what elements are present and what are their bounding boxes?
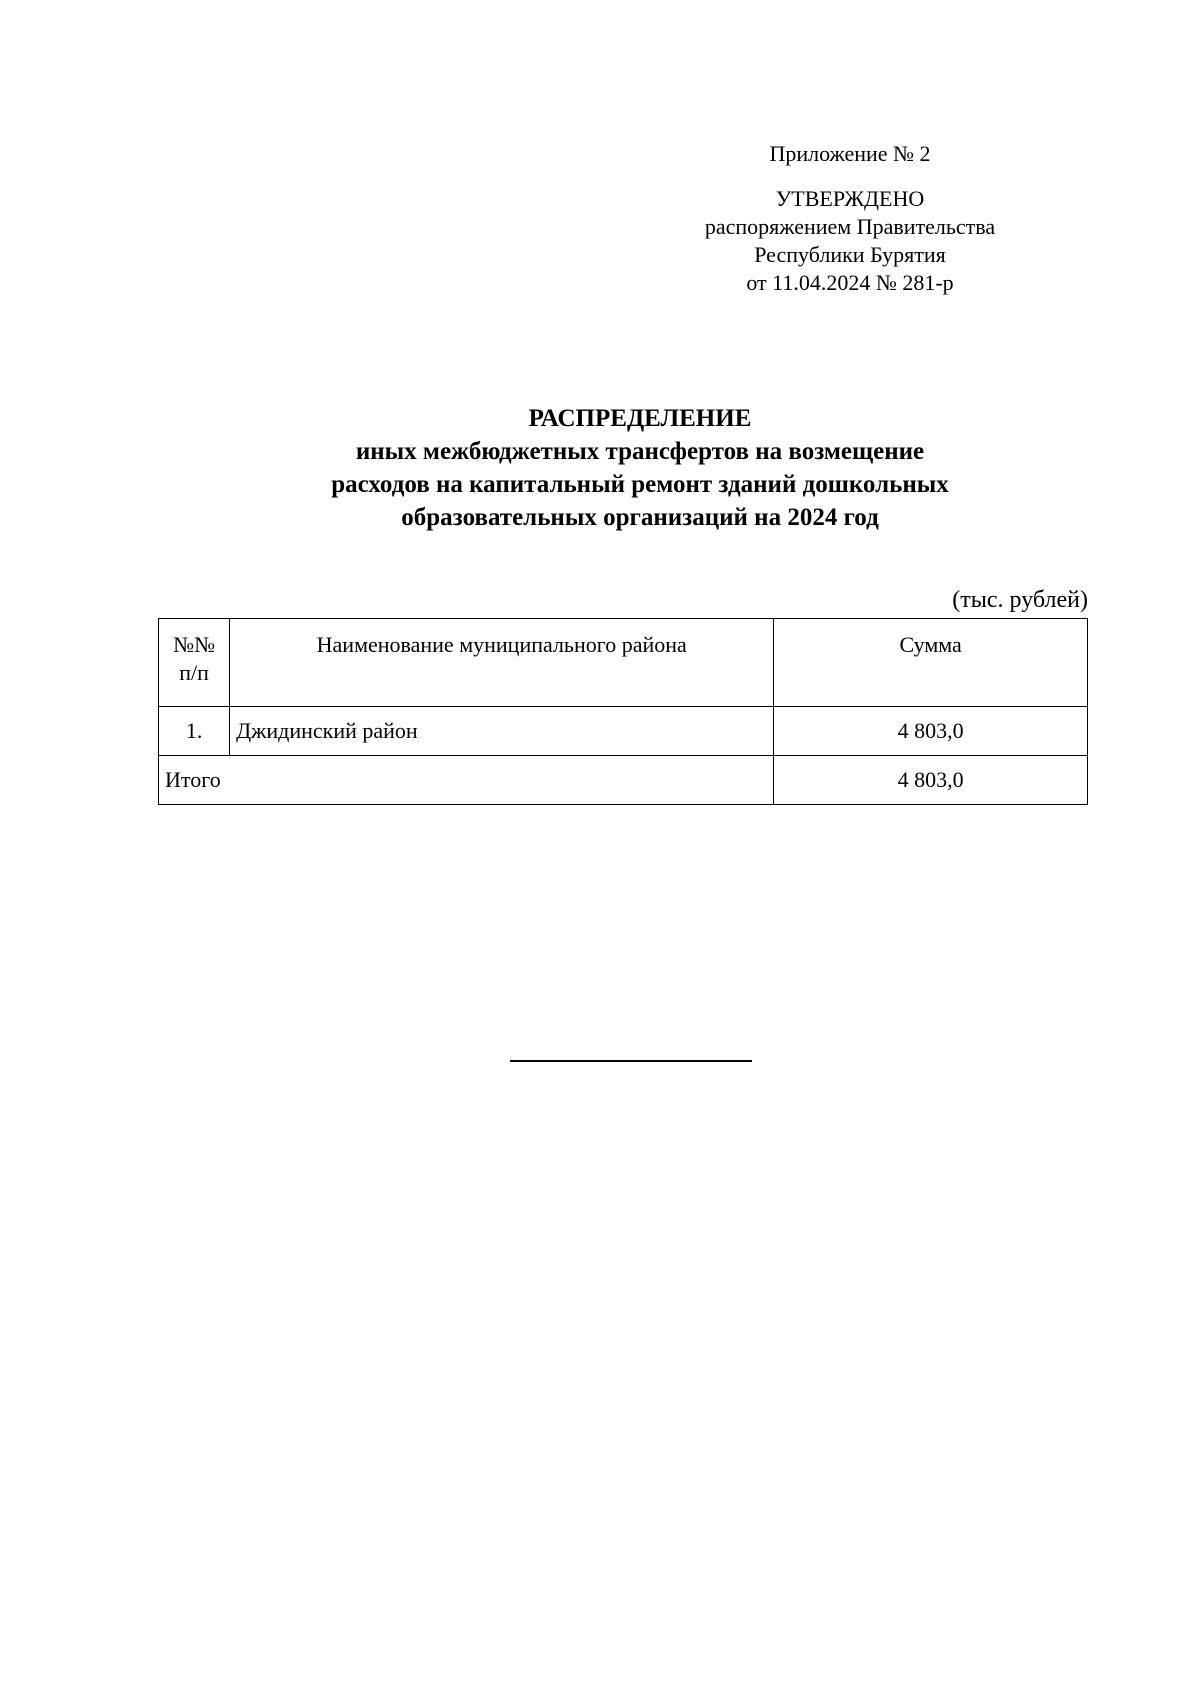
approved-date-number: от 11.04.2024 № 281-р — [746, 270, 954, 295]
title-line-3: расходов на капитальный ремонт зданий дошкольных — [331, 471, 949, 498]
annex-number: Приложение № 2 — [769, 141, 931, 166]
total-sum: 4 803,0 — [774, 756, 1088, 805]
title-line-2: иных межбюджетных трансфертов на возмещение — [355, 438, 925, 465]
distribution-table — [158, 618, 1088, 805]
end-divider-line — [510, 1060, 752, 1062]
table-row — [159, 707, 1088, 756]
document-title — [160, 402, 1120, 534]
row-sum: 4 803,0 — [774, 707, 1088, 756]
header-number — [159, 619, 230, 707]
header-number-line-2: п/п — [179, 660, 209, 685]
approved-republic: Республики Бурятия — [754, 242, 946, 267]
title-line-4: образовательных организаций на 2024 год — [401, 504, 879, 531]
total-label: Итого — [159, 756, 774, 805]
approval-block — [650, 140, 1050, 297]
units-note: (тыс. рублей) — [952, 587, 1088, 613]
header-number-line-1: №№ — [173, 632, 216, 657]
approved-label: УТВЕРЖДЕНО — [775, 186, 925, 211]
row-number: 1. — [159, 707, 230, 756]
header-name: Наименование муниципального района — [230, 619, 774, 707]
table-header-row — [159, 619, 1088, 707]
title-line-1: РАСПРЕДЕЛЕНИЕ — [528, 405, 752, 432]
approved-by-order: распоряжением Правительства — [704, 214, 996, 239]
total-row — [159, 756, 1088, 805]
header-sum: Сумма — [774, 619, 1088, 707]
row-district-name: Джидинский район — [230, 707, 774, 756]
